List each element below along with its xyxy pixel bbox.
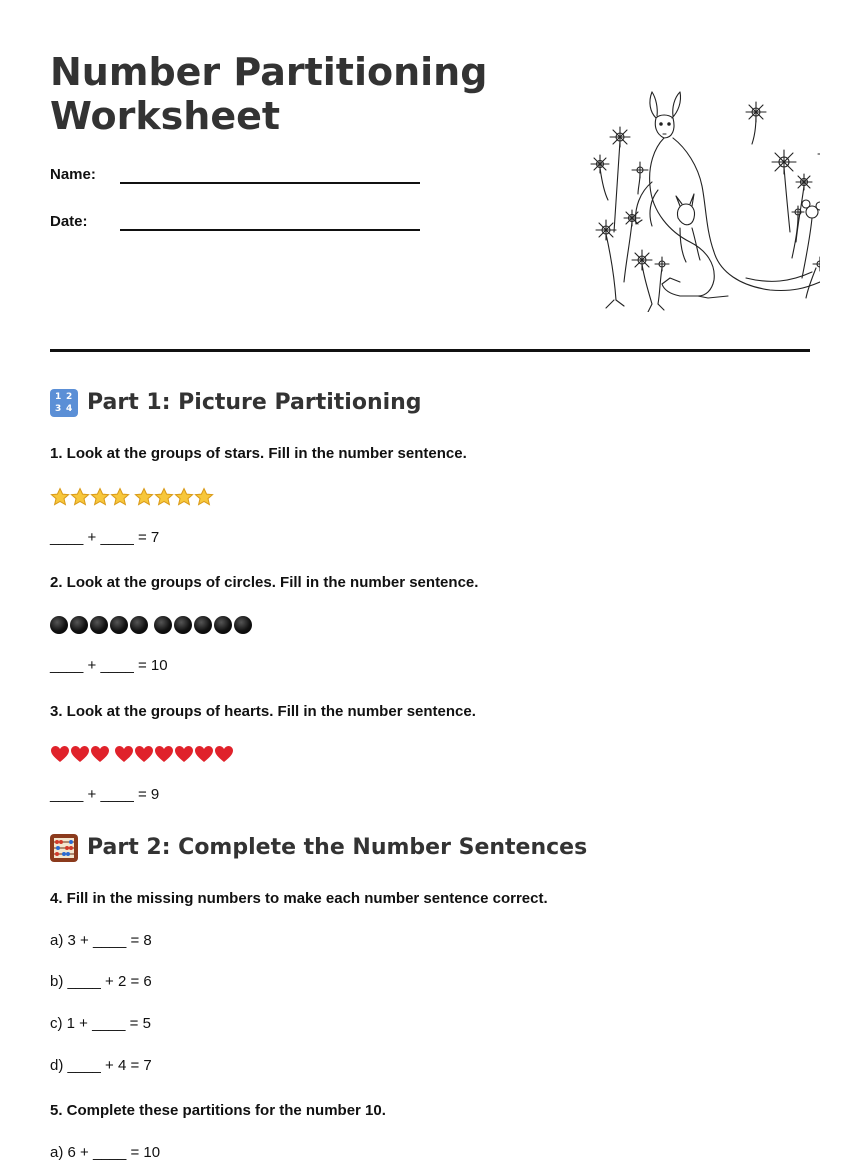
part1-heading xyxy=(50,389,422,417)
part2-heading xyxy=(50,834,587,862)
input-numbers-icon: 1 2 3 4 xyxy=(50,389,78,417)
black-circle-icon xyxy=(194,616,212,634)
black-circle-icon xyxy=(50,616,68,634)
star-group-2 xyxy=(134,487,214,507)
question-4d: d) ____ + 4 = 7 xyxy=(50,1057,152,1074)
question-1-prompt: 1. Look at the groups of stars. Fill in the number sentence. xyxy=(50,445,467,462)
black-circle-icon xyxy=(234,616,252,634)
black-circle-icon xyxy=(110,616,128,634)
question-4c: c) 1 + ____ = 5 xyxy=(50,1015,151,1032)
heart-icon xyxy=(214,745,234,763)
kangaroo-illustration xyxy=(530,82,820,312)
black-circle-icon xyxy=(90,616,108,634)
heart-icon xyxy=(114,745,134,763)
circle-groups xyxy=(50,614,258,636)
abacus-icon xyxy=(50,834,78,862)
question-4-prompt: 4. Fill in the missing numbers to make each number sentence correct. xyxy=(50,890,548,907)
date-label: Date: xyxy=(50,213,88,230)
question-5-prompt: 5. Complete these partitions for the number 10. xyxy=(50,1102,386,1119)
flower-right-group xyxy=(746,102,820,298)
star-icon xyxy=(154,487,174,507)
flower-left-group xyxy=(591,127,669,312)
question-2-prompt: 2. Look at the groups of circles. Fill in the number sentence. xyxy=(50,574,479,591)
heart-icon xyxy=(50,745,70,763)
circle-group-1 xyxy=(50,616,150,634)
star-group-1 xyxy=(50,487,130,507)
part2-heading-text: Part 2: Complete the Number Sentences xyxy=(87,835,588,860)
black-circle-icon xyxy=(174,616,192,634)
heart-icon xyxy=(174,745,194,763)
worksheet-title: Number Partitioning Worksheet xyxy=(50,50,488,138)
heart-group-1 xyxy=(50,745,110,763)
heart-icon xyxy=(90,745,110,763)
star-groups xyxy=(50,486,218,508)
question-5a: a) 6 + ____ = 10 xyxy=(50,1144,161,1161)
black-circle-icon xyxy=(154,616,172,634)
heart-icon xyxy=(154,745,174,763)
heart-icon xyxy=(194,745,214,763)
name-label: Name: xyxy=(50,166,96,183)
star-icon xyxy=(70,487,90,507)
circle-group-2 xyxy=(154,616,254,634)
worksheet-page xyxy=(50,0,810,1161)
star-icon xyxy=(134,487,154,507)
black-circle-icon xyxy=(214,616,232,634)
question-4b: b) ____ + 2 = 6 xyxy=(50,973,152,990)
heart-icon xyxy=(134,745,154,763)
question-3-prompt: 3. Look at the groups of hearts. Fill in the number sentence. xyxy=(50,703,476,720)
part1-heading-text: Part 1: Picture Partitioning xyxy=(87,390,422,415)
star-icon xyxy=(50,487,70,507)
black-circle-icon xyxy=(130,616,148,634)
question-2-sentence: ____ + ____ = 10 xyxy=(50,657,168,674)
header-divider xyxy=(50,349,810,352)
heart-group-2 xyxy=(114,745,234,763)
black-circle-icon xyxy=(70,616,88,634)
question-1-sentence: ____ + ____ = 7 xyxy=(50,529,160,546)
date-write-line xyxy=(120,229,420,231)
heart-groups xyxy=(50,743,238,765)
star-icon xyxy=(194,487,214,507)
name-write-line xyxy=(120,182,420,184)
star-icon xyxy=(110,487,130,507)
star-icon xyxy=(174,487,194,507)
question-4a: a) 3 + ____ = 8 xyxy=(50,932,152,949)
question-3-sentence: ____ + ____ = 9 xyxy=(50,786,160,803)
star-icon xyxy=(90,487,110,507)
heart-icon xyxy=(70,745,90,763)
